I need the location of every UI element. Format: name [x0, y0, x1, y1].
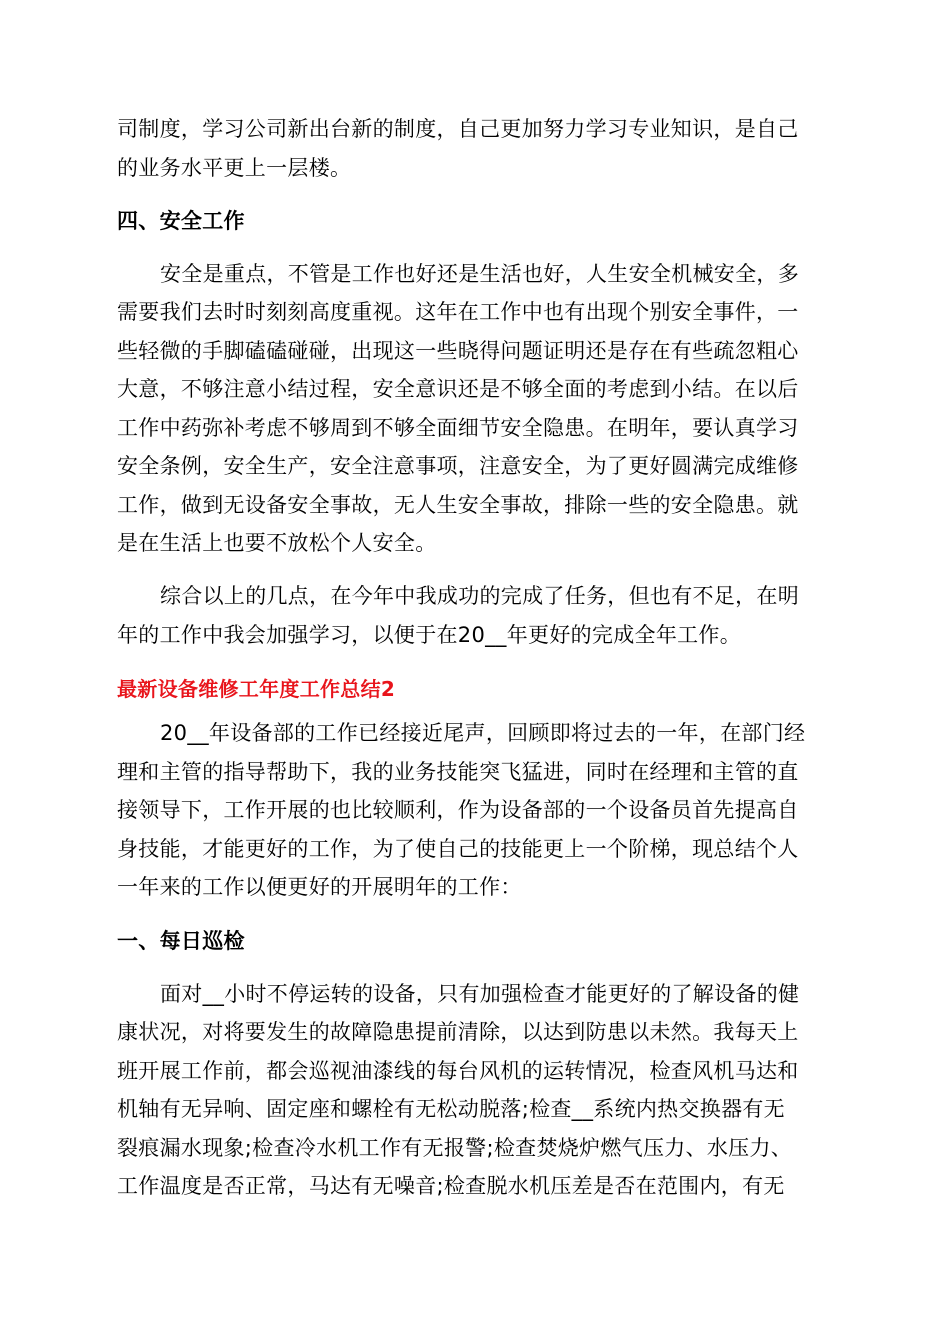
- paragraph-line: 安全条例，安全生产，安全注意事项，注意安全，为了更好圆满完成维修: [117, 454, 799, 478]
- paragraph-line: 康状况，对将要发生的故障隐患提前清除，以达到防患以未然。我每天上: [117, 1020, 799, 1044]
- paragraph-line: 些轻微的手脚磕磕碰碰，出现这一些晓得问题证明还是存在有些疏忽粗心: [117, 339, 799, 363]
- paragraph-line: 司制度，学习公司新出台新的制度，自己更加努力学习专业知识，是自己: [117, 117, 799, 141]
- paragraph-line: 需要我们去时时刻刻高度重视。这年在工作中也有出现个别安全事件，一: [117, 300, 799, 324]
- paragraph-line: 理和主管的指导帮助下，我的业务技能突飞猛进，同时在经理和主管的直: [117, 760, 799, 784]
- paragraph-line: 的业务水平更上一层楼。: [117, 156, 352, 180]
- paragraph-line: 工作，做到无设备安全事故，无人生安全事故，排除一些的安全隐患。就: [117, 493, 799, 517]
- paragraph-line: 面对__小时不停运转的设备，只有加强检查才能更好的了解设备的健: [160, 982, 800, 1006]
- paragraph-line: 接领导下，工作开展的也比较顺利，作为设备部的一个设备员首先提高自: [117, 798, 799, 822]
- paragraph-line: 大意，不够注意小结过程，安全意识还是不够全面的考虑到小结。在以后: [117, 377, 799, 401]
- paragraph-line: 安全是重点，不管是工作也好还是生活也好，人生安全机械安全，多: [160, 262, 799, 286]
- paragraph-line: 综合以上的几点，在今年中我成功的完成了任务，但也有不足，在明: [160, 584, 799, 608]
- paragraph-line: 班开展工作前，都会巡视油漆线的每台风机的运转情况，检查风机马达和: [117, 1059, 799, 1083]
- section-heading: 四、安全工作: [117, 209, 245, 233]
- paragraph-line: 机轴有无异响、固定座和螺栓有无松动脱落;检查__系统内热交换器有无: [117, 1097, 785, 1121]
- paragraph-line: 工作温度是否正常，马达有无噪音;检查脱水机压差是否在范围内，有无: [117, 1174, 785, 1198]
- paragraph-line: 身技能，才能更好的工作，为了使自己的技能更上一个阶梯，现总结个人: [117, 837, 799, 861]
- paragraph-line: 20__年设备部的工作已经接近尾声，回顾即将过去的一年，在部门经: [160, 721, 806, 745]
- paragraph-line: 一年来的工作以便更好的开展明年的工作：: [117, 875, 522, 899]
- section-heading: 一、每日巡检: [117, 929, 245, 953]
- paragraph-line: 年的工作中我会加强学习，以便于在20__年更好的完成全年工作。: [117, 623, 742, 647]
- paragraph-line: 是在生活上也要不放松个人安全。: [117, 531, 437, 555]
- paragraph-line: 裂痕漏水现象;检查冷水机工作有无报警;检查焚烧炉燃气压力、水压力、: [117, 1136, 793, 1160]
- paragraph-line: 工作中药弥补考虑不够周到不够全面细节安全隐患。在明年，要认真学习: [117, 416, 799, 440]
- document-title: 最新设备维修工年度工作总结2: [117, 677, 396, 701]
